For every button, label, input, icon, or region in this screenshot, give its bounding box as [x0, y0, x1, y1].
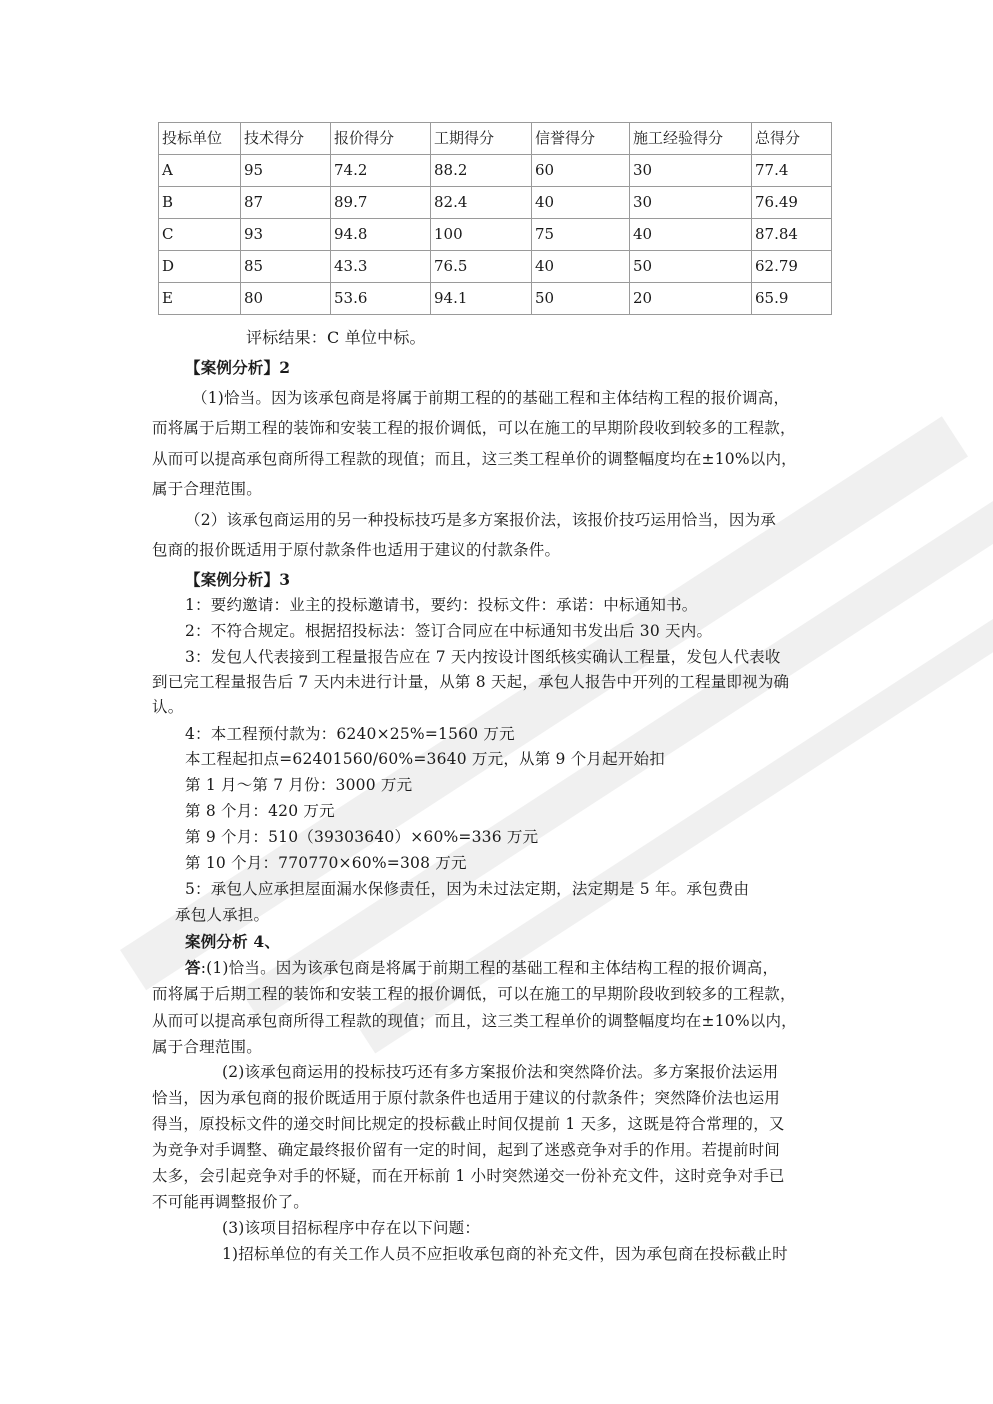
table-row	[159, 187, 832, 219]
header-cell: 投标单位	[159, 123, 241, 155]
case3-line9: 第 8 个月：420 万元	[185, 802, 335, 820]
table-cell: 50	[630, 251, 752, 283]
table-cell: 30	[630, 155, 752, 187]
table-cell: 100	[431, 219, 532, 251]
case4-p2-line2: 恰当，因为承包商的报价既适用于原付款条件也适用于建议的付款条件；突然降价法也运用	[152, 1089, 781, 1107]
header-cell: 报价得分	[331, 123, 431, 155]
case3-heading: 【案例分析】3	[185, 570, 291, 589]
case2-p1-line2: 而将属于后期工程的装饰和安装工程的报价调低，可以在施工的早期阶段收到较多的工程款，	[152, 419, 796, 437]
table-cell: 30	[630, 187, 752, 219]
table-cell: 53.6	[331, 283, 431, 315]
table-cell: 20	[630, 283, 752, 315]
case3-line1: 1：要约邀请：业主的投标邀请书，要约：投标文件：承诺：中标通知书。	[185, 596, 698, 614]
table-cell: 85	[241, 251, 331, 283]
table-cell: 40	[532, 251, 630, 283]
table-cell: 89.7	[331, 187, 431, 219]
case4-p1-line4: 属于合理范围。	[152, 1038, 262, 1056]
table-cell: A	[159, 155, 241, 187]
table-cell: B	[159, 187, 241, 219]
table-cell: 40	[630, 219, 752, 251]
case4-p2-line4: 为竞争对手调整、确定最终报价留有一定的时间，起到了迷惑竞争对手的作用。若提前时间	[152, 1141, 781, 1159]
case4-p2-line6: 不可能再调整报价了。	[152, 1193, 310, 1211]
table-cell: 87	[241, 187, 331, 219]
answer-label: 答	[185, 958, 201, 977]
table-row	[159, 155, 832, 187]
case3-line8: 第 1 月～第 7 月份：3000 万元	[185, 776, 413, 794]
table-cell: 76.5	[431, 251, 532, 283]
table-cell: 43.3	[331, 251, 431, 283]
case2-heading: 【案例分析】2	[185, 358, 291, 377]
header-cell: 信誉得分	[532, 123, 630, 155]
case2-p1-line1: （1)恰当。因为该承包商是将属于前期工程的的基础工程和主体结构工程的报价调高，	[192, 389, 790, 407]
case4-p3: (3)该项目招标程序中存在以下问题：	[222, 1219, 481, 1237]
case2-p2-line2: 包商的报价既适用于原付款条件也适用于建议的付款条件。	[152, 541, 561, 559]
table-row	[159, 219, 832, 251]
table-header-row	[159, 123, 832, 155]
table-cell: 76.49	[752, 187, 832, 219]
header-cell: 工期得分	[431, 123, 532, 155]
case3-line12: 5：承包人应承担屋面漏水保修责任，因为未过法定期，法定期是 5 年。承包费由	[185, 880, 750, 898]
table-cell: 94.8	[331, 219, 431, 251]
table-cell: 95	[241, 155, 331, 187]
case2-p1-line3: 从而可以提高承包商所得工程款的现值；而且，这三类工程单价的调整幅度均在±10%以内，	[152, 450, 797, 468]
table-cell: 94.1	[431, 283, 532, 315]
evaluation-result: 评标结果：C 单位中标。	[246, 328, 426, 347]
case4-heading: 案例分析 4、	[185, 932, 281, 951]
case4-p2-line1: (2)该承包商运用的投标技巧还有多方案报价法和突然降价法。多方案报价法运用	[222, 1063, 779, 1081]
table-row	[159, 283, 832, 315]
table-cell: 60	[532, 155, 630, 187]
header-cell: 技术得分	[241, 123, 331, 155]
case4-p1-line1: 答:(1)恰当。因为该承包商是将属于前期工程的基础工程和主体结构工程的报价调高，	[185, 958, 779, 977]
case4-p2-line5: 太多，会引起竞争对手的怀疑，而在开标前 1 小时突然递交一份补充文件，这时竞争对手已	[152, 1167, 785, 1185]
case3-line3: 3：发包人代表接到工程量报告应在 7 天内按设计图纸核实确认工程量，发包人代表收	[185, 648, 781, 666]
table-cell: 77.4	[752, 155, 832, 187]
table-cell: 80	[241, 283, 331, 315]
table-cell: 93	[241, 219, 331, 251]
case3-line10: 第 9 个月：510（39303640）×60%=336 万元	[185, 828, 539, 846]
table-cell: 50	[532, 283, 630, 315]
table-cell: 40	[532, 187, 630, 219]
case4-p4: 1)招标单位的有关工作人员不应拒收承包商的补充文件，因为承包商在投标截止时	[222, 1245, 788, 1263]
case3-line4: 到已完工程量报告后 7 天内未进行计量，从第 8 天起，承包人报告中开列的工程量即视为确	[152, 673, 790, 691]
case3-line6: 4：本工程预付款为：6240×25%=1560 万元	[185, 725, 515, 743]
table-cell: 75	[532, 219, 630, 251]
table-cell: C	[159, 219, 241, 251]
case2-p1-line4: 属于合理范围。	[152, 480, 262, 498]
case3-line13: 承包人承担。	[175, 906, 270, 924]
table-cell: 62.79	[752, 251, 832, 283]
table-cell: 82.4	[431, 187, 532, 219]
table-cell: E	[159, 283, 241, 315]
table-cell: 74.2	[331, 155, 431, 187]
table-cell: 88.2	[431, 155, 532, 187]
case3-line11: 第 10 个月：770770×60%=308 万元	[185, 854, 467, 872]
case4-p1-line3: 从而可以提高承包商所得工程款的现值；而且，这三类工程单价的调整幅度均在±10%以内，	[152, 1012, 797, 1030]
table-cell: D	[159, 251, 241, 283]
case4-p1-line2: 而将属于后期工程的装饰和安装工程的报价调低，可以在施工的早期阶段收到较多的工程款，	[152, 985, 796, 1003]
case4-p2-line3: 得当，原投标文件的递交时间比规定的投标截止时间仅提前 1 天多，这既是符合常理的，又	[152, 1115, 785, 1133]
table-cell: 65.9	[752, 283, 832, 315]
score-table	[158, 122, 832, 315]
case3-line7: 本工程起扣点=62401560/60%=3640 万元，从第 9 个月起开始扣	[185, 750, 665, 768]
case3-line5: 认。	[152, 698, 184, 716]
header-cell: 施工经验得分	[630, 123, 752, 155]
case2-p2-line1: （2）该承包商运用的另一种投标技巧是多方案报价法，该报价技巧运用恰当，因为承	[185, 511, 776, 529]
case3-line2: 2：不符合规定。根据招投标法：签订合同应在中标通知书发出后 30 天内。	[185, 622, 713, 640]
header-cell: 总得分	[752, 123, 832, 155]
table-cell: 87.84	[752, 219, 832, 251]
table-row	[159, 251, 832, 283]
